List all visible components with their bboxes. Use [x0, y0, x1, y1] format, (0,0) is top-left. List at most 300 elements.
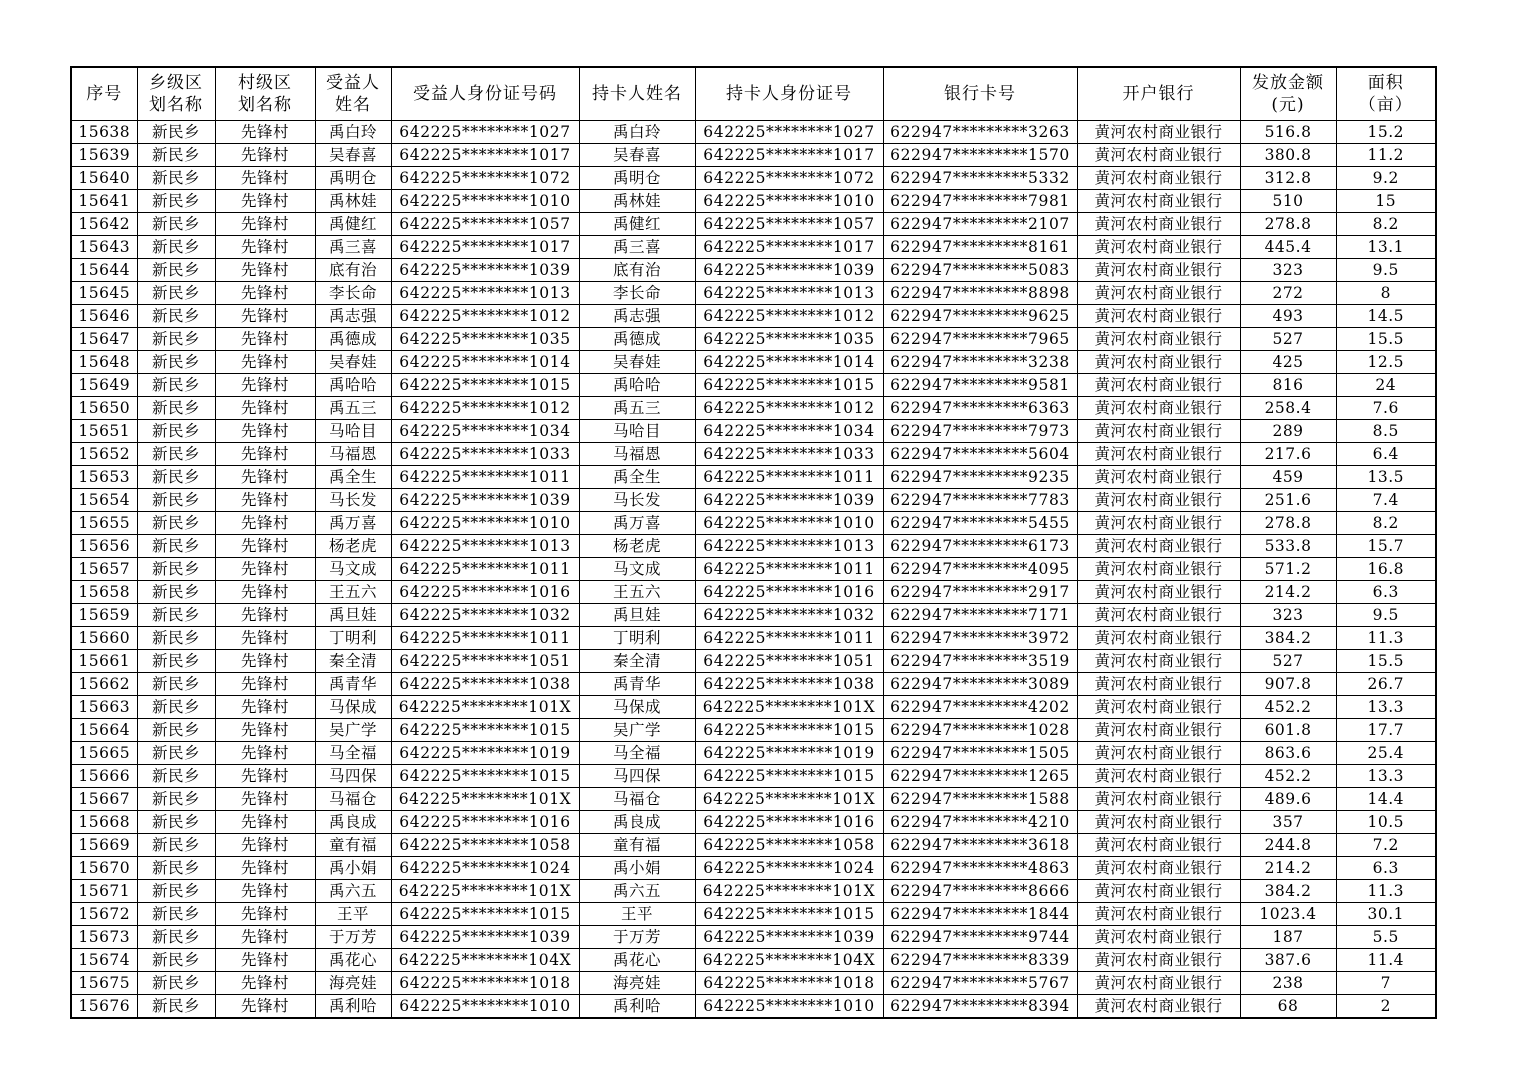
- cell-bank: 黄河农村商业银行: [1077, 650, 1240, 673]
- cell-beneficiary-id: 642225********1039: [391, 489, 579, 512]
- table-row: [71, 121, 1436, 144]
- cell-bank: 黄河农村商业银行: [1077, 949, 1240, 972]
- cell-beneficiary-id: 642225********1012: [391, 305, 579, 328]
- cell-beneficiary-id: 642225********1015: [391, 719, 579, 742]
- cell-beneficiary-name: 禹志强: [315, 305, 391, 328]
- cell-cardholder-id: 642225********1016: [695, 581, 883, 604]
- cell-cardholder-id: 642225********1027: [695, 121, 883, 144]
- cell-bank-card: 622947*********8161: [883, 236, 1077, 259]
- cell-beneficiary-name: 禹小娟: [315, 857, 391, 880]
- cell-beneficiary-id: 642225********1011: [391, 558, 579, 581]
- cell-township: 新民乡: [137, 190, 215, 213]
- cell-beneficiary-name: 禹哈哈: [315, 374, 391, 397]
- cell-bank: 黄河农村商业银行: [1077, 604, 1240, 627]
- cell-area: 9.5: [1336, 259, 1436, 282]
- cell-village: 先锋村: [215, 696, 315, 719]
- cell-township: 新民乡: [137, 121, 215, 144]
- cell-village: 先锋村: [215, 121, 315, 144]
- cell-bank-card: 622947*********1844: [883, 903, 1077, 926]
- cell-bank: 黄河农村商业银行: [1077, 374, 1240, 397]
- cell-beneficiary-name: 马全福: [315, 742, 391, 765]
- cell-bank-card: 622947*********3238: [883, 351, 1077, 374]
- cell-beneficiary-name: 丁明利: [315, 627, 391, 650]
- cell-amount: 323: [1240, 259, 1336, 282]
- cell-village: 先锋村: [215, 167, 315, 190]
- table-row: [71, 857, 1436, 880]
- cell-cardholder-id: 642225********1024: [695, 857, 883, 880]
- cell-beneficiary-id: 642225********1072: [391, 167, 579, 190]
- cell-beneficiary-id: 642225********101X: [391, 788, 579, 811]
- cell-amount: 380.8: [1240, 144, 1336, 167]
- cell-area: 8.2: [1336, 213, 1436, 236]
- col-header-beneficiary-id: 受益人身份证号码: [391, 67, 579, 121]
- cell-serial: 15662: [71, 673, 137, 696]
- cell-cardholder-id: 642225********1034: [695, 420, 883, 443]
- cell-serial: 15664: [71, 719, 137, 742]
- cell-cardholder-id: 642225********1039: [695, 926, 883, 949]
- cell-bank: 黄河农村商业银行: [1077, 788, 1240, 811]
- cell-beneficiary-name: 童有福: [315, 834, 391, 857]
- cell-bank-card: 622947*********3089: [883, 673, 1077, 696]
- cell-beneficiary-name: 禹良成: [315, 811, 391, 834]
- cell-beneficiary-name: 海亮娃: [315, 972, 391, 995]
- cell-bank: 黄河农村商业银行: [1077, 213, 1240, 236]
- cell-beneficiary-name: 马福恩: [315, 443, 391, 466]
- cell-beneficiary-name: 禹全生: [315, 466, 391, 489]
- cell-cardholder-id: 642225********1011: [695, 466, 883, 489]
- cell-cardholder-name: 马文成: [579, 558, 695, 581]
- table-row: [71, 190, 1436, 213]
- cell-amount: 387.6: [1240, 949, 1336, 972]
- cell-township: 新民乡: [137, 719, 215, 742]
- cell-cardholder-id: 642225********1039: [695, 259, 883, 282]
- cell-cardholder-name: 于万芳: [579, 926, 695, 949]
- table-row: [71, 420, 1436, 443]
- cell-bank-card: 622947*********8394: [883, 995, 1077, 1019]
- cell-village: 先锋村: [215, 512, 315, 535]
- table-row: [71, 903, 1436, 926]
- cell-bank-card: 622947*********1505: [883, 742, 1077, 765]
- cell-cardholder-name: 马哈目: [579, 420, 695, 443]
- beneficiary-table: [70, 66, 1437, 1019]
- cell-beneficiary-name: 禹利哈: [315, 995, 391, 1019]
- cell-area: 6.4: [1336, 443, 1436, 466]
- cell-township: 新民乡: [137, 282, 215, 305]
- cell-serial: 15665: [71, 742, 137, 765]
- table-row: [71, 512, 1436, 535]
- cell-beneficiary-name: 于万芳: [315, 926, 391, 949]
- cell-area: 2: [1336, 995, 1436, 1019]
- cell-beneficiary-name: 禹花心: [315, 949, 391, 972]
- cell-area: 5.5: [1336, 926, 1436, 949]
- cell-township: 新民乡: [137, 305, 215, 328]
- cell-amount: 1023.4: [1240, 903, 1336, 926]
- cell-amount: 278.8: [1240, 512, 1336, 535]
- cell-village: 先锋村: [215, 903, 315, 926]
- cell-bank-card: 622947*********3618: [883, 834, 1077, 857]
- cell-beneficiary-id: 642225********1032: [391, 604, 579, 627]
- cell-bank: 黄河农村商业银行: [1077, 282, 1240, 305]
- cell-beneficiary-name: 王五六: [315, 581, 391, 604]
- cell-serial: 15641: [71, 190, 137, 213]
- cell-cardholder-id: 642225********1011: [695, 627, 883, 650]
- cell-area: 15: [1336, 190, 1436, 213]
- cell-beneficiary-id: 642225********1057: [391, 213, 579, 236]
- cell-beneficiary-name: 马保成: [315, 696, 391, 719]
- cell-beneficiary-id: 642225********1034: [391, 420, 579, 443]
- table-row: [71, 581, 1436, 604]
- table-row: [71, 259, 1436, 282]
- cell-bank-card: 622947*********9625: [883, 305, 1077, 328]
- cell-serial: 15654: [71, 489, 137, 512]
- cell-cardholder-name: 禹志强: [579, 305, 695, 328]
- cell-township: 新民乡: [137, 328, 215, 351]
- cell-cardholder-id: 642225********101X: [695, 880, 883, 903]
- cell-cardholder-id: 642225********1019: [695, 742, 883, 765]
- cell-amount: 907.8: [1240, 673, 1336, 696]
- cell-township: 新民乡: [137, 995, 215, 1019]
- cell-serial: 15653: [71, 466, 137, 489]
- cell-bank: 黄河农村商业银行: [1077, 581, 1240, 604]
- cell-bank: 黄河农村商业银行: [1077, 673, 1240, 696]
- table-row: [71, 765, 1436, 788]
- cell-serial: 15649: [71, 374, 137, 397]
- cell-beneficiary-name: 禹青华: [315, 673, 391, 696]
- cell-serial: 15663: [71, 696, 137, 719]
- cell-bank-card: 622947*********2107: [883, 213, 1077, 236]
- cell-beneficiary-name: 禹林娃: [315, 190, 391, 213]
- cell-bank-card: 622947*********9235: [883, 466, 1077, 489]
- table-row: [71, 374, 1436, 397]
- cell-beneficiary-name: 禹三喜: [315, 236, 391, 259]
- cell-cardholder-id: 642225********1017: [695, 144, 883, 167]
- cell-cardholder-name: 吴广学: [579, 719, 695, 742]
- cell-beneficiary-id: 642225********1010: [391, 995, 579, 1019]
- cell-cardholder-id: 642225********1017: [695, 236, 883, 259]
- cell-village: 先锋村: [215, 213, 315, 236]
- cell-bank: 黄河农村商业银行: [1077, 236, 1240, 259]
- cell-beneficiary-name: 禹旦娃: [315, 604, 391, 627]
- cell-area: 25.4: [1336, 742, 1436, 765]
- cell-bank: 黄河农村商业银行: [1077, 811, 1240, 834]
- cell-serial: 15655: [71, 512, 137, 535]
- cell-beneficiary-name: 王平: [315, 903, 391, 926]
- cell-amount: 571.2: [1240, 558, 1336, 581]
- cell-area: 15.5: [1336, 650, 1436, 673]
- cell-village: 先锋村: [215, 374, 315, 397]
- cell-beneficiary-id: 642225********1013: [391, 282, 579, 305]
- cell-bank: 黄河农村商业银行: [1077, 696, 1240, 719]
- cell-area: 11.2: [1336, 144, 1436, 167]
- cell-beneficiary-id: 642225********101X: [391, 880, 579, 903]
- cell-cardholder-name: 禹明仓: [579, 167, 695, 190]
- table-row: [71, 236, 1436, 259]
- cell-village: 先锋村: [215, 972, 315, 995]
- col-header-village: 村级区 划名称: [215, 67, 315, 121]
- cell-cardholder-name: 秦全清: [579, 650, 695, 673]
- cell-area: 10.5: [1336, 811, 1436, 834]
- cell-bank-card: 622947*********4863: [883, 857, 1077, 880]
- cell-cardholder-name: 禹旦娃: [579, 604, 695, 627]
- cell-amount: 323: [1240, 604, 1336, 627]
- cell-cardholder-id: 642225********1057: [695, 213, 883, 236]
- cell-township: 新民乡: [137, 926, 215, 949]
- cell-township: 新民乡: [137, 259, 215, 282]
- cell-township: 新民乡: [137, 765, 215, 788]
- cell-cardholder-id: 642225********1016: [695, 811, 883, 834]
- cell-village: 先锋村: [215, 351, 315, 374]
- cell-amount: 384.2: [1240, 880, 1336, 903]
- cell-village: 先锋村: [215, 581, 315, 604]
- cell-beneficiary-id: 642225********1011: [391, 466, 579, 489]
- table-row: [71, 282, 1436, 305]
- cell-bank: 黄河农村商业银行: [1077, 834, 1240, 857]
- cell-cardholder-id: 642225********1015: [695, 719, 883, 742]
- cell-cardholder-name: 王五六: [579, 581, 695, 604]
- cell-amount: 493: [1240, 305, 1336, 328]
- cell-village: 先锋村: [215, 857, 315, 880]
- col-header-cardholder-id: 持卡人身份证号: [695, 67, 883, 121]
- cell-cardholder-id: 642225********1038: [695, 673, 883, 696]
- cell-amount: 244.8: [1240, 834, 1336, 857]
- cell-amount: 816: [1240, 374, 1336, 397]
- cell-beneficiary-id: 642225********1014: [391, 351, 579, 374]
- cell-amount: 214.2: [1240, 857, 1336, 880]
- cell-area: 26.7: [1336, 673, 1436, 696]
- cell-cardholder-name: 童有福: [579, 834, 695, 857]
- cell-amount: 272: [1240, 282, 1336, 305]
- cell-bank: 黄河农村商业银行: [1077, 880, 1240, 903]
- cell-area: 15.5: [1336, 328, 1436, 351]
- table-row: [71, 558, 1436, 581]
- cell-bank: 黄河农村商业银行: [1077, 397, 1240, 420]
- cell-area: 15.7: [1336, 535, 1436, 558]
- cell-amount: 527: [1240, 650, 1336, 673]
- cell-serial: 15667: [71, 788, 137, 811]
- table-row: [71, 880, 1436, 903]
- cell-township: 新民乡: [137, 397, 215, 420]
- cell-serial: 15672: [71, 903, 137, 926]
- cell-cardholder-id: 642225********104X: [695, 949, 883, 972]
- cell-beneficiary-id: 642225********1010: [391, 190, 579, 213]
- cell-cardholder-id: 642225********1035: [695, 328, 883, 351]
- cell-amount: 289: [1240, 420, 1336, 443]
- cell-village: 先锋村: [215, 627, 315, 650]
- cell-amount: 187: [1240, 926, 1336, 949]
- cell-cardholder-name: 海亮娃: [579, 972, 695, 995]
- cell-serial: 15644: [71, 259, 137, 282]
- table-body: [71, 121, 1436, 1019]
- cell-beneficiary-id: 642225********1011: [391, 627, 579, 650]
- cell-serial: 15656: [71, 535, 137, 558]
- cell-amount: 278.8: [1240, 213, 1336, 236]
- table-row: [71, 673, 1436, 696]
- cell-township: 新民乡: [137, 949, 215, 972]
- cell-amount: 863.6: [1240, 742, 1336, 765]
- cell-bank: 黄河农村商业银行: [1077, 443, 1240, 466]
- col-header-beneficiary-name: 受益人 姓名: [315, 67, 391, 121]
- table-row: [71, 834, 1436, 857]
- cell-area: 13.5: [1336, 466, 1436, 489]
- cell-cardholder-name: 吴春喜: [579, 144, 695, 167]
- cell-bank-card: 622947*********8898: [883, 282, 1077, 305]
- cell-beneficiary-id: 642225********1015: [391, 765, 579, 788]
- cell-amount: 384.2: [1240, 627, 1336, 650]
- cell-township: 新民乡: [137, 512, 215, 535]
- cell-village: 先锋村: [215, 811, 315, 834]
- cell-beneficiary-id: 642225********1016: [391, 581, 579, 604]
- cell-cardholder-id: 642225********1010: [695, 512, 883, 535]
- cell-amount: 527: [1240, 328, 1336, 351]
- col-header-area: 面积 （亩）: [1336, 67, 1436, 121]
- cell-area: 7.4: [1336, 489, 1436, 512]
- cell-bank: 黄河农村商业银行: [1077, 351, 1240, 374]
- cell-cardholder-id: 642225********1012: [695, 305, 883, 328]
- cell-beneficiary-name: 吴春喜: [315, 144, 391, 167]
- cell-township: 新民乡: [137, 213, 215, 236]
- cell-amount: 238: [1240, 972, 1336, 995]
- cell-area: 17.7: [1336, 719, 1436, 742]
- cell-beneficiary-name: 底有治: [315, 259, 391, 282]
- cell-serial: 15659: [71, 604, 137, 627]
- table-row: [71, 351, 1436, 374]
- cell-cardholder-name: 禹三喜: [579, 236, 695, 259]
- table-row: [71, 489, 1436, 512]
- cell-bank-card: 622947*********1028: [883, 719, 1077, 742]
- cell-beneficiary-name: 秦全清: [315, 650, 391, 673]
- cell-cardholder-id: 642225********1039: [695, 489, 883, 512]
- cell-amount: 601.8: [1240, 719, 1336, 742]
- cell-cardholder-id: 642225********1051: [695, 650, 883, 673]
- cell-amount: 489.6: [1240, 788, 1336, 811]
- cell-village: 先锋村: [215, 443, 315, 466]
- cell-cardholder-name: 杨老虎: [579, 535, 695, 558]
- table-row: [71, 443, 1436, 466]
- cell-beneficiary-name: 马文成: [315, 558, 391, 581]
- table-row: [71, 650, 1436, 673]
- cell-bank: 黄河农村商业银行: [1077, 926, 1240, 949]
- cell-cardholder-name: 禹五三: [579, 397, 695, 420]
- cell-bank-card: 622947*********2917: [883, 581, 1077, 604]
- cell-area: 13.3: [1336, 765, 1436, 788]
- cell-cardholder-name: 禹德成: [579, 328, 695, 351]
- cell-beneficiary-name: 马长发: [315, 489, 391, 512]
- cell-cardholder-name: 马保成: [579, 696, 695, 719]
- cell-village: 先锋村: [215, 305, 315, 328]
- cell-bank: 黄河农村商业银行: [1077, 742, 1240, 765]
- cell-amount: 516.8: [1240, 121, 1336, 144]
- cell-serial: 15647: [71, 328, 137, 351]
- cell-cardholder-name: 王平: [579, 903, 695, 926]
- cell-area: 6.3: [1336, 581, 1436, 604]
- cell-bank-card: 622947*********7171: [883, 604, 1077, 627]
- cell-beneficiary-id: 642225********1035: [391, 328, 579, 351]
- cell-serial: 15671: [71, 880, 137, 903]
- cell-beneficiary-id: 642225********1019: [391, 742, 579, 765]
- cell-township: 新民乡: [137, 535, 215, 558]
- cell-area: 8.5: [1336, 420, 1436, 443]
- cell-beneficiary-id: 642225********1051: [391, 650, 579, 673]
- cell-beneficiary-id: 642225********1017: [391, 236, 579, 259]
- cell-village: 先锋村: [215, 535, 315, 558]
- cell-cardholder-name: 李长命: [579, 282, 695, 305]
- cell-cardholder-id: 642225********1058: [695, 834, 883, 857]
- cell-village: 先锋村: [215, 328, 315, 351]
- cell-serial: 15661: [71, 650, 137, 673]
- cell-township: 新民乡: [137, 673, 215, 696]
- cell-serial: 15674: [71, 949, 137, 972]
- cell-beneficiary-name: 杨老虎: [315, 535, 391, 558]
- cell-cardholder-id: 642225********1015: [695, 765, 883, 788]
- cell-cardholder-name: 禹全生: [579, 466, 695, 489]
- table-row: [71, 328, 1436, 351]
- cell-cardholder-id: 642225********1010: [695, 995, 883, 1019]
- cell-village: 先锋村: [215, 834, 315, 857]
- cell-township: 新民乡: [137, 696, 215, 719]
- col-header-bank-card: 银行卡号: [883, 67, 1077, 121]
- cell-beneficiary-name: 禹白玲: [315, 121, 391, 144]
- cell-serial: 15651: [71, 420, 137, 443]
- cell-village: 先锋村: [215, 420, 315, 443]
- cell-serial: 15652: [71, 443, 137, 466]
- cell-beneficiary-id: 642225********1013: [391, 535, 579, 558]
- cell-bank-card: 622947*********1588: [883, 788, 1077, 811]
- cell-amount: 217.6: [1240, 443, 1336, 466]
- cell-bank: 黄河农村商业银行: [1077, 857, 1240, 880]
- cell-amount: 312.8: [1240, 167, 1336, 190]
- cell-cardholder-id: 642225********1013: [695, 282, 883, 305]
- cell-bank-card: 622947*********8339: [883, 949, 1077, 972]
- cell-village: 先锋村: [215, 788, 315, 811]
- cell-village: 先锋村: [215, 995, 315, 1019]
- cell-village: 先锋村: [215, 558, 315, 581]
- cell-bank: 黄河农村商业银行: [1077, 765, 1240, 788]
- cell-township: 新民乡: [137, 167, 215, 190]
- table-row: [71, 719, 1436, 742]
- cell-township: 新民乡: [137, 811, 215, 834]
- cell-area: 9.5: [1336, 604, 1436, 627]
- cell-amount: 258.4: [1240, 397, 1336, 420]
- cell-township: 新民乡: [137, 604, 215, 627]
- cell-cardholder-name: 禹健红: [579, 213, 695, 236]
- cell-bank-card: 622947*********8666: [883, 880, 1077, 903]
- cell-cardholder-id: 642225********1010: [695, 190, 883, 213]
- cell-area: 24: [1336, 374, 1436, 397]
- cell-area: 13.1: [1336, 236, 1436, 259]
- cell-beneficiary-name: 李长命: [315, 282, 391, 305]
- cell-bank-card: 622947*********5083: [883, 259, 1077, 282]
- cell-area: 6.3: [1336, 857, 1436, 880]
- cell-bank: 黄河农村商业银行: [1077, 144, 1240, 167]
- cell-serial: 15645: [71, 282, 137, 305]
- cell-serial: 15639: [71, 144, 137, 167]
- table-row: [71, 305, 1436, 328]
- cell-bank-card: 622947*********5767: [883, 972, 1077, 995]
- cell-cardholder-name: 吴春娃: [579, 351, 695, 374]
- cell-village: 先锋村: [215, 236, 315, 259]
- cell-village: 先锋村: [215, 259, 315, 282]
- cell-cardholder-name: 底有治: [579, 259, 695, 282]
- cell-village: 先锋村: [215, 719, 315, 742]
- cell-village: 先锋村: [215, 742, 315, 765]
- cell-serial: 15669: [71, 834, 137, 857]
- cell-beneficiary-id: 642225********1027: [391, 121, 579, 144]
- cell-bank-card: 622947*********7783: [883, 489, 1077, 512]
- cell-bank: 黄河农村商业银行: [1077, 420, 1240, 443]
- cell-area: 7: [1336, 972, 1436, 995]
- cell-beneficiary-id: 642225********1015: [391, 374, 579, 397]
- cell-bank: 黄河农村商业银行: [1077, 903, 1240, 926]
